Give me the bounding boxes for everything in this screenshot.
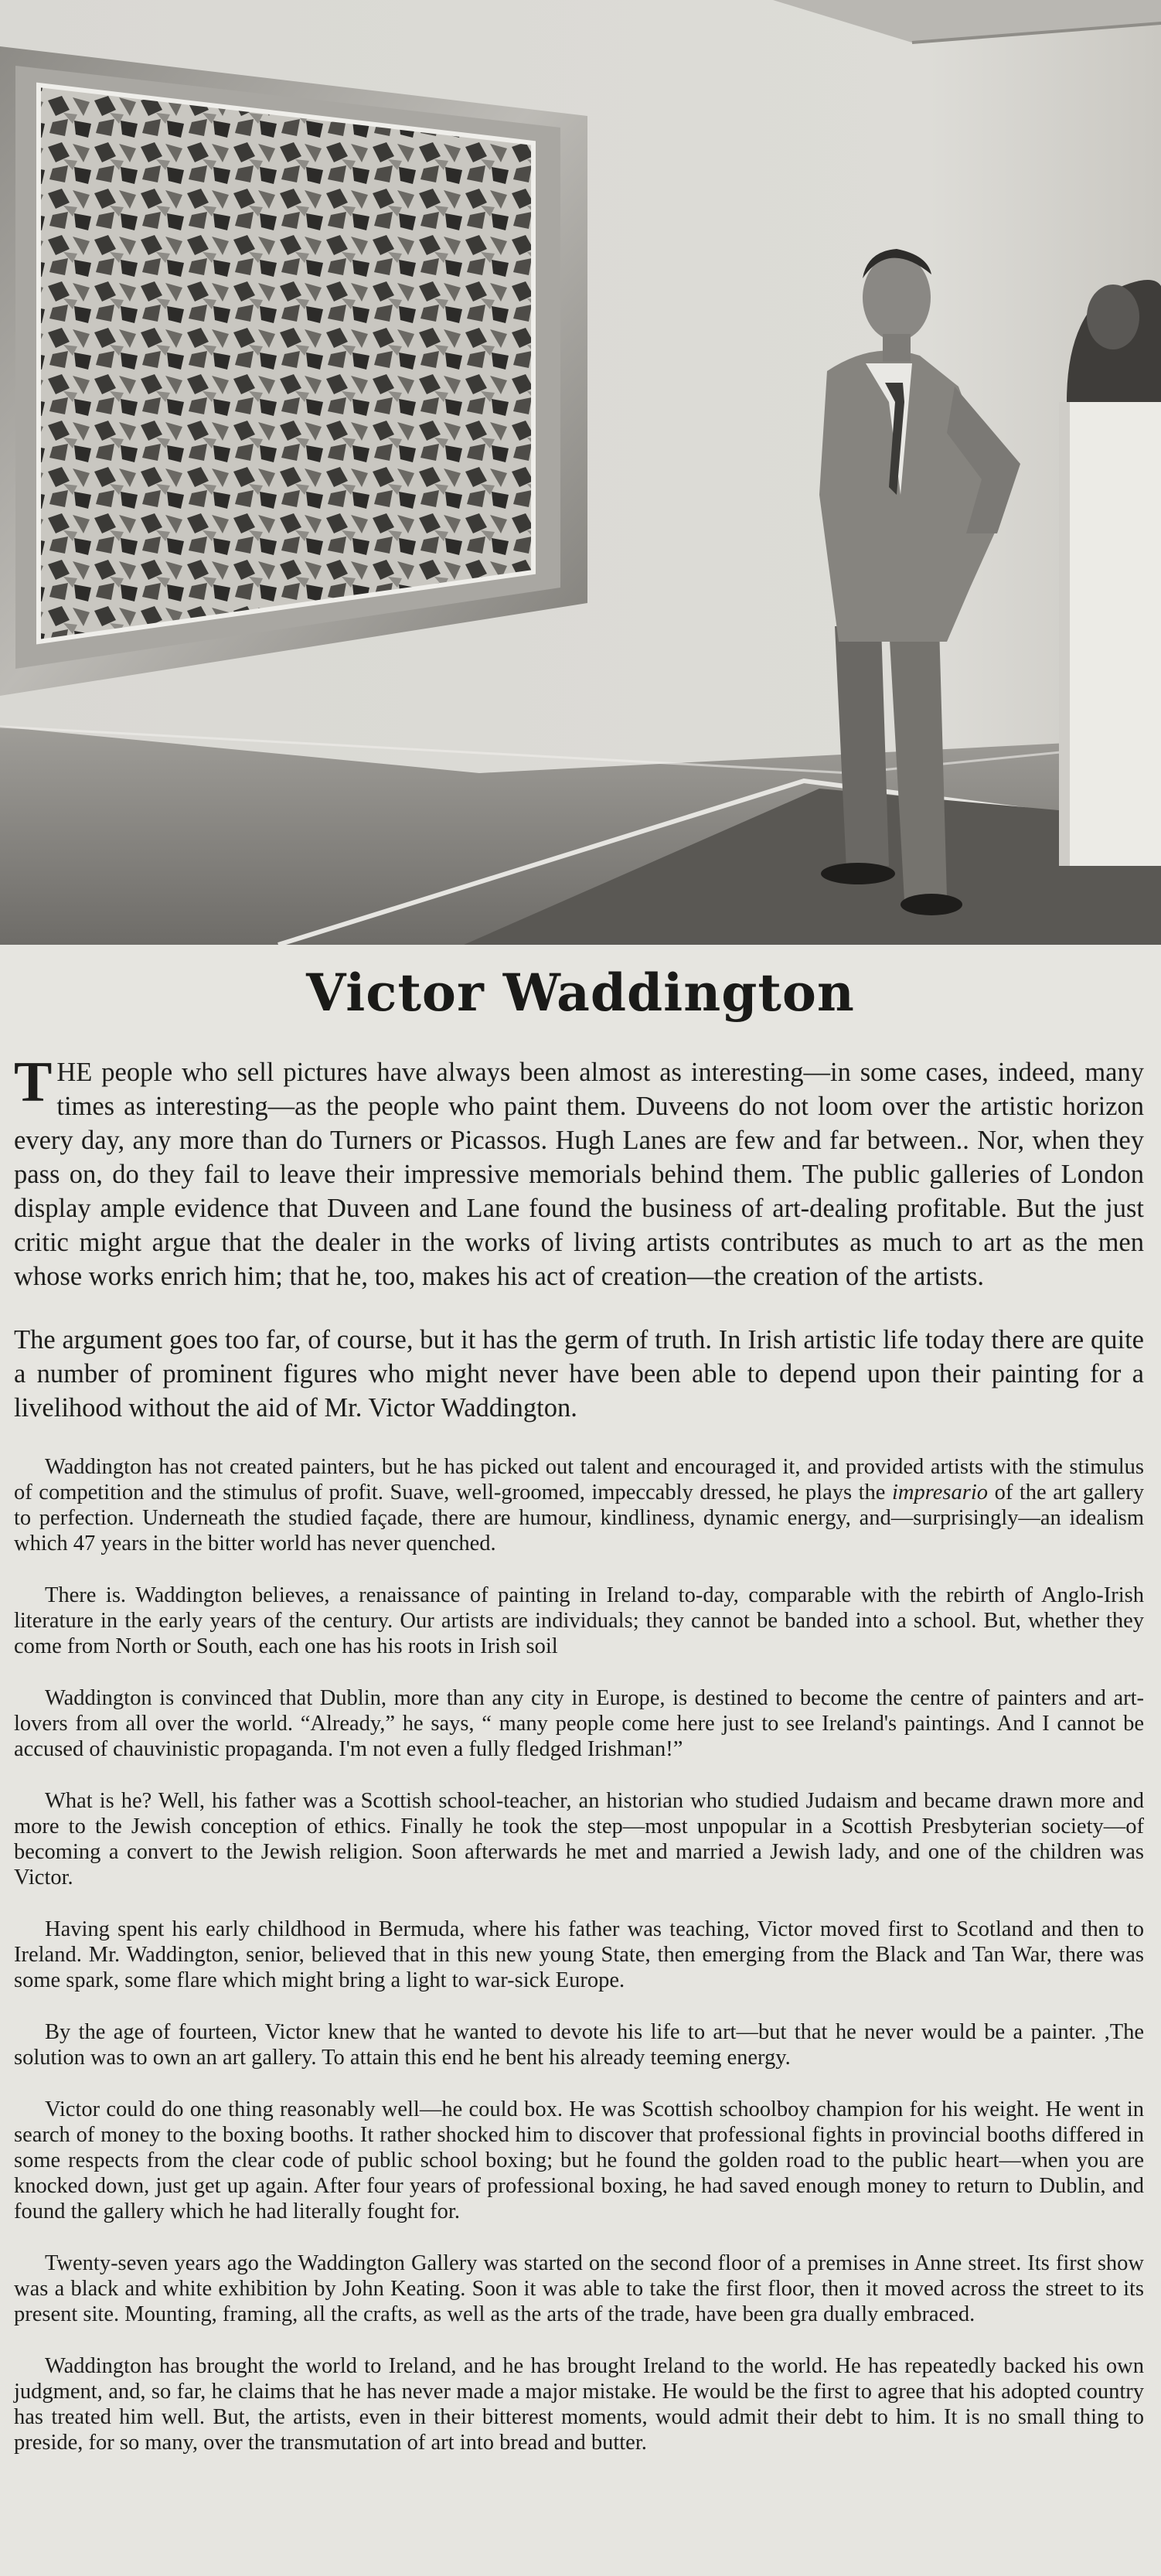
body-paragraph-4: What is he? Well, his father was a Scottish school-teacher, an historian who studied Judaism and became drawn more and more to the Jewish conception of ethics. Finally he took the step—most unpopular in a Scottish Presbyterian society—of becoming a convert to the Jewish religion. Soon afterwards he met and married a Jewish lady, and one of the children was Victor.	[14, 1789, 1144, 1889]
body-paragraph-2: There is. Waddington believes, a renaissance of painting in Ireland to-day, comparable with the rebirth of Anglo-Irish literature in the early years of the century. Our artists are individuals; they cannot be banded into a school. But, whether they come from North or South, each one has his roots in Irish soil	[14, 1583, 1144, 1658]
article-headline: Victor Waddington	[306, 963, 855, 1023]
bust-on-pedestal	[1059, 280, 1161, 866]
painting	[0, 46, 587, 696]
gallery-photo	[0, 0, 1161, 945]
lead-paragraph-1: THE people who sell pictures have always been almost as interesting—in some cases, indeed, many times as interesting—as the people who paint them. Duveens do not loom over the artistic horizon every day, any more than do Turners or Picassos. Hugh Lanes are few and far between.. Nor, when they pass on, do they fail to leave their impressive memorials behind them. The public galleries of London display ample evidence that Duveen and Lane found the business of art-dealing profitable. But the just critic might argue that the dealer in the works of living artists contributes as much to art as the men whose works enrich him; that he, too, makes his act of creation—the creation of the artists.	[14, 1051, 1144, 1291]
body-paragraph-6: By the age of fourteen, Victor knew that he wanted to devote his life to art—but that he never would be a painter. ,The solution was to own an art gallery. To attain this end he bent his already teeming energy.	[14, 2020, 1144, 2070]
article-body	[14, 1051, 1144, 2482]
lead-section	[14, 1051, 1144, 1425]
drop-cap: T	[14, 1051, 53, 1114]
body-paragraph-1: Waddington has not created painters, but he has picked out talent and encouraged it, and provided artists with the stimulus of competition and the stimulus of profit. Suave, well-groomed, impeccably dressed, he plays the impresario of the art gallery to perfection. Underneath the studied façade, there are humour, kindliness, dynamic energy, and—surprisingly—an idealism which 47 years in the bitter world has never quenched.	[14, 1455, 1144, 1555]
body-paragraph-8: Twenty-seven years ago the Waddington Gallery was started on the second floor of a premises in Anne street. Its first show was a black and white exhibition by John Keating. Soon it was able to take the first floor, then it moved across the street to its present site. Mounting, framing, all the crafts, as well as the arts of the trade, have been gra dually embraced.	[14, 2251, 1144, 2326]
body-paragraph-5: Having spent his early childhood in Bermuda, where his father was teaching, Victor moved first to Scotland and then to Ireland. Mr. Waddington, senior, believed that in this new young State, then emerging from the Black and Tan War, there was some spark, some flare which might bring a light to war-sick Europe.	[14, 1917, 1144, 1992]
lead-paragraph-2: The argument goes too far, of course, but it has the germ of truth. In Irish artistic life today there are quite a number of prominent figures who might never have been able to depend upon their painting for a livelihood without the aid of Mr. Victor Waddington.	[14, 1325, 1144, 1423]
body-paragraph-9: Waddington has brought the world to Ireland, and he has brought Ireland to the world. He has repeatedly backed his own judgment, and, so far, he claims that he has never made a major mistake. He would be the first to agree that his adopted country has treated him well. But, the artists, even in their bitterest moments, would admit their debt to him. It is no small thing to preside, for so many, over the transmutation of art into bread and butter.	[14, 2354, 1144, 2455]
body-paragraph-7: Victor could do one thing reasonably well—he could box. He was Scottish schoolboy champion for his weight. He went in search of money to the boxing booths. It rather shocked him to discover that professional fights in provincial booths differed in some respects from the clear code of public school boxing; but he found the golden road to the public heart—when you are knocked down, just get up again. After four years of professional boxing, he had saved enough money to return to Dublin, and found the gallery which he had literally fought for.	[14, 2097, 1144, 2223]
body-section	[14, 1454, 1144, 2455]
body-paragraph-3: Waddington is convinced that Dublin, more than any city in Europe, is destined to become the centre of painters and art-lovers from all over the world. “Already,” he says, “ many people come here just to see Ireland's paintings. And I cannot be accused of chauvinistic propaganda. I'm not even a fully fledged Irishman!”	[14, 1686, 1144, 1761]
